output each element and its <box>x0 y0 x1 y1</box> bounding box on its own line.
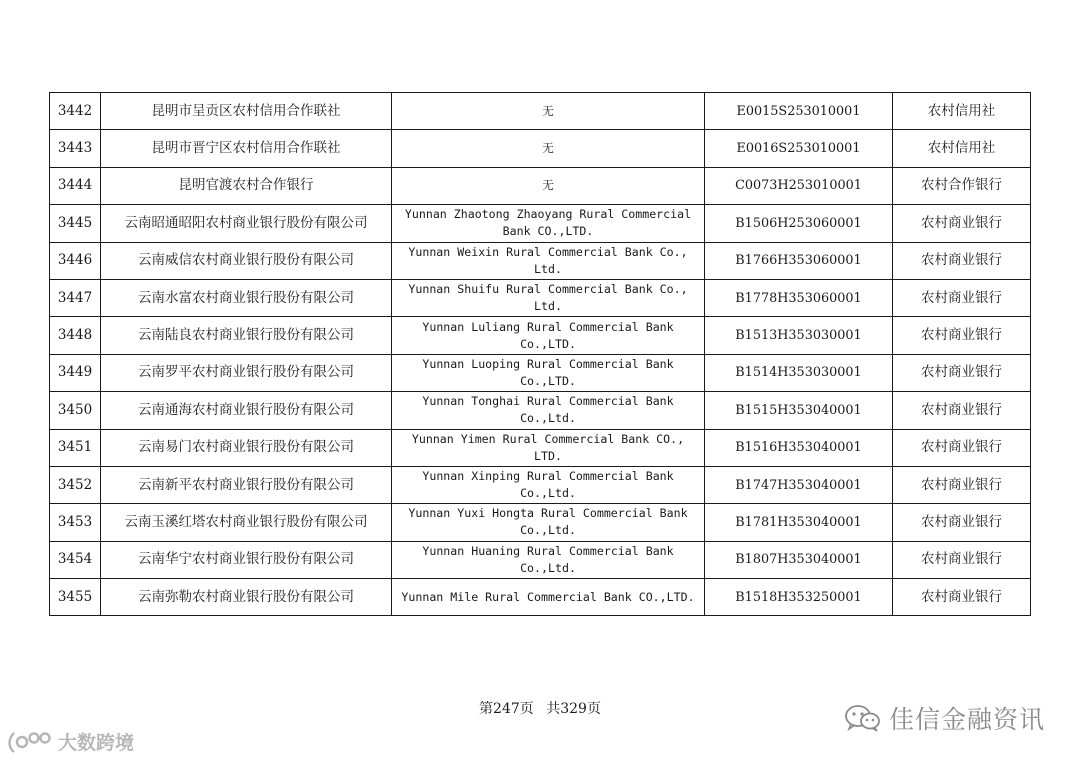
institution-name-en-cell: 无 <box>392 130 705 167</box>
serial-number-cell: 3451 <box>50 429 101 466</box>
institution-name-en-cell: 无 <box>392 93 705 130</box>
institution-type-cell: 农村合作银行 <box>893 167 1031 204</box>
license-code-cell: B1516H353040001 <box>705 429 893 466</box>
table-row <box>50 579 1031 616</box>
wechat-icon <box>843 703 883 733</box>
serial-number-cell: 3455 <box>50 579 101 616</box>
table-row <box>50 130 1031 167</box>
institution-type-cell: 农村商业银行 <box>893 392 1031 429</box>
serial-number-cell: 3444 <box>50 167 101 204</box>
institution-name-en-cell: Yunnan Weixin Rural Commercial Bank Co., Ltd. <box>392 242 705 279</box>
table-row <box>50 317 1031 354</box>
institution-name-cn-cell: 云南新平农村商业银行股份有限公司 <box>101 466 392 503</box>
table-row <box>50 466 1031 503</box>
institution-type-cell: 农村商业银行 <box>893 579 1031 616</box>
table-row <box>50 279 1031 316</box>
wechat-watermark <box>843 700 1045 736</box>
table-body <box>50 93 1031 616</box>
table-row <box>50 93 1031 130</box>
institution-type-cell: 农村商业银行 <box>893 279 1031 316</box>
license-code-cell: E0015S253010001 <box>705 93 893 130</box>
institution-name-cn-cell: 云南通海农村商业银行股份有限公司 <box>101 392 392 429</box>
license-code-cell: B1778H353060001 <box>705 279 893 316</box>
table-row <box>50 541 1031 578</box>
institution-name-cn-cell: 昆明官渡农村合作银行 <box>101 167 392 204</box>
table-row <box>50 205 1031 242</box>
institution-type-cell: 农村商业银行 <box>893 205 1031 242</box>
institution-name-en-cell: Yunnan Shuifu Rural Commercial Bank Co., Ltd. <box>392 279 705 316</box>
serial-number-cell: 3443 <box>50 130 101 167</box>
institution-name-cn-cell: 云南陆良农村商业银行股份有限公司 <box>101 317 392 354</box>
institution-name-en-cell: Yunnan Zhaotong Zhaoyang Rural Commercial Bank CO.,LTD. <box>392 205 705 242</box>
institution-type-cell: 农村商业银行 <box>893 429 1031 466</box>
institution-name-cn-cell: 云南易门农村商业银行股份有限公司 <box>101 429 392 466</box>
table-row <box>50 242 1031 279</box>
institution-name-en-cell: Yunnan Luliang Rural Commercial Bank Co.,LTD. <box>392 317 705 354</box>
brand-logo-icon <box>8 729 54 755</box>
institution-name-cn-cell: 云南昭通昭阳农村商业银行股份有限公司 <box>101 205 392 242</box>
institution-name-cn-cell: 昆明市呈贡区农村信用合作联社 <box>101 93 392 130</box>
license-code-cell: B1513H353030001 <box>705 317 893 354</box>
license-code-cell: C0073H253010001 <box>705 167 893 204</box>
license-code-cell: B1747H353040001 <box>705 466 893 503</box>
brand-watermark-text: 大数跨境 <box>58 732 135 754</box>
brand-watermark <box>8 728 134 755</box>
institution-name-en-cell: Yunnan Tonghai Rural Commercial Bank Co.,Ltd. <box>392 392 705 429</box>
institution-name-cn-cell: 云南水富农村商业银行股份有限公司 <box>101 279 392 316</box>
institution-type-cell: 农村商业银行 <box>893 317 1031 354</box>
institution-name-en-cell: 无 <box>392 167 705 204</box>
institution-type-cell: 农村商业银行 <box>893 466 1031 503</box>
serial-number-cell: 3445 <box>50 205 101 242</box>
serial-number-cell: 3448 <box>50 317 101 354</box>
institution-type-cell: 农村商业银行 <box>893 354 1031 391</box>
institution-name-en-cell: Yunnan Yimen Rural Commercial Bank CO., LTD. <box>392 429 705 466</box>
license-code-cell: B1807H353040001 <box>705 541 893 578</box>
serial-number-cell: 3449 <box>50 354 101 391</box>
license-code-cell: B1518H353250001 <box>705 579 893 616</box>
institution-name-en-cell: Yunnan Yuxi Hongta Rural Commercial Bank Co.,Ltd. <box>392 504 705 541</box>
institution-name-cn-cell: 云南弥勒农村商业银行股份有限公司 <box>101 579 392 616</box>
license-code-cell: E0016S253010001 <box>705 130 893 167</box>
institution-name-cn-cell: 云南威信农村商业银行股份有限公司 <box>101 242 392 279</box>
license-code-cell: B1515H353040001 <box>705 392 893 429</box>
institution-table <box>49 92 1031 616</box>
total-pages-label: 共329页 <box>546 701 601 717</box>
institution-name-cn-cell: 云南罗平农村商业银行股份有限公司 <box>101 354 392 391</box>
institution-type-cell: 农村商业银行 <box>893 504 1031 541</box>
institution-name-en-cell: Yunnan Xinping Rural Commercial Bank Co.,Ltd. <box>392 466 705 503</box>
serial-number-cell: 3446 <box>50 242 101 279</box>
serial-number-cell: 3442 <box>50 93 101 130</box>
table-row <box>50 167 1031 204</box>
table-row <box>50 429 1031 466</box>
license-code-cell: B1506H253060001 <box>705 205 893 242</box>
license-code-cell: B1781H353040001 <box>705 504 893 541</box>
serial-number-cell: 3453 <box>50 504 101 541</box>
institution-type-cell: 农村信用社 <box>893 93 1031 130</box>
license-code-cell: B1766H353060001 <box>705 242 893 279</box>
serial-number-cell: 3450 <box>50 392 101 429</box>
table-row <box>50 354 1031 391</box>
license-code-cell: B1514H353030001 <box>705 354 893 391</box>
institution-name-cn-cell: 云南玉溪红塔农村商业银行股份有限公司 <box>101 504 392 541</box>
institution-name-en-cell: Yunnan Huaning Rural Commercial Bank Co.,Ltd. <box>392 541 705 578</box>
table-row <box>50 504 1031 541</box>
institution-name-cn-cell: 昆明市晋宁区农村信用合作联社 <box>101 130 392 167</box>
table-row <box>50 392 1031 429</box>
institution-type-cell: 农村信用社 <box>893 130 1031 167</box>
institution-name-en-cell: Yunnan Luoping Rural Commercial Bank Co.,LTD. <box>392 354 705 391</box>
wechat-watermark-text: 佳信金融资讯 <box>888 705 1045 734</box>
institution-type-cell: 农村商业银行 <box>893 242 1031 279</box>
serial-number-cell: 3454 <box>50 541 101 578</box>
serial-number-cell: 3452 <box>50 466 101 503</box>
institution-type-cell: 农村商业银行 <box>893 541 1031 578</box>
current-page-label: 第247页 <box>479 701 534 717</box>
institution-name-en-cell: Yunnan Mile Rural Commercial Bank CO.,LTD. <box>392 579 705 616</box>
serial-number-cell: 3447 <box>50 279 101 316</box>
institution-name-cn-cell: 云南华宁农村商业银行股份有限公司 <box>101 541 392 578</box>
